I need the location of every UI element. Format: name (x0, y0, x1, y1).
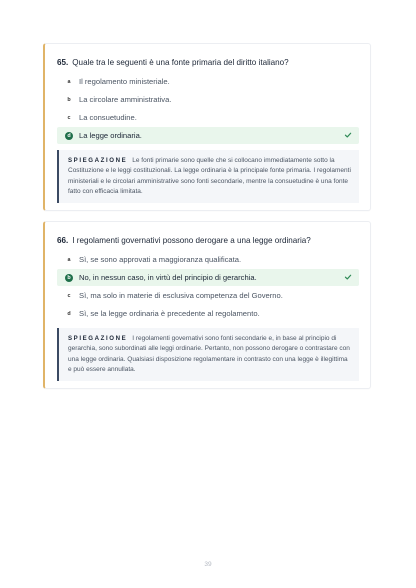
option-c[interactable] (57, 287, 359, 304)
option-b[interactable] (57, 91, 359, 108)
explanation-box (57, 328, 359, 381)
question-text: I regolamenti governativi possono derogare a una legge ordinaria? (72, 236, 311, 245)
option-text: La legge ordinaria. (79, 131, 142, 140)
question-title (57, 57, 359, 68)
check-icon (344, 131, 352, 139)
options-list (57, 251, 359, 322)
page-number: 39 (204, 561, 212, 568)
option-b-correct[interactable] (57, 269, 359, 286)
option-c[interactable] (57, 109, 359, 126)
option-text: Sì, se la legge ordinaria è precedente al regolamento. (79, 309, 260, 318)
option-letter: b (65, 274, 73, 282)
option-letter: a (67, 78, 71, 85)
check-icon (344, 273, 352, 281)
option-d-correct[interactable] (57, 127, 359, 144)
option-letter: b (67, 96, 71, 103)
option-text: Sì, ma solo in materie di esclusiva competenza del Governo. (79, 291, 283, 300)
question-number: 65. (57, 58, 69, 67)
option-letter: a (67, 256, 71, 263)
explanation-text: Le fonti primarie sono quelle che si collocano immediatamente sotto la Costituzione e le leggi costituzionali. La legge ordinaria è la principale fonte primaria. I regolamenti ministeriali e le circolari amministrative sono fonti secondarie, mentre la consuetudine è una fonte fatto con efficacia limitata. (68, 157, 351, 195)
explanation-box (57, 150, 359, 203)
option-text: La circolare amministrativa. (79, 95, 172, 104)
option-letter: c (67, 114, 71, 121)
question-text: Quale tra le seguenti è una fonte primaria del diritto italiano? (72, 58, 289, 67)
options-list (57, 73, 359, 144)
option-text: Sì, se sono approvati a maggioranza qualificata. (79, 255, 242, 264)
question-card-65 (43, 43, 371, 211)
option-a[interactable] (57, 73, 359, 90)
question-card-66 (43, 221, 371, 389)
explanation-text: I regolamenti governativi sono fonti secondarie e, in base al principio di gerarchia, sono subordinati alle leggi ordinarie. Pertanto, non possono derogare o contrastare con una legge ordinaria. Qualsiasi disposizione regolamentare in contrasto con una legge è illegittima e può essere annullata. (68, 335, 350, 373)
explanation-label: SPIEGAZIONE (68, 335, 128, 342)
question-number: 66. (57, 236, 69, 245)
option-text: Il regolamento ministeriale. (79, 77, 170, 86)
option-letter: c (67, 292, 71, 299)
option-letter: d (67, 310, 71, 317)
option-text: No, in nessun caso, in virtù del principio di gerarchia. (79, 273, 257, 282)
question-title (57, 235, 359, 246)
option-d[interactable] (57, 305, 359, 322)
option-text: La consuetudine. (79, 113, 137, 122)
explanation-label: SPIEGAZIONE (68, 157, 128, 164)
option-a[interactable] (57, 251, 359, 268)
option-letter: d (65, 132, 73, 140)
